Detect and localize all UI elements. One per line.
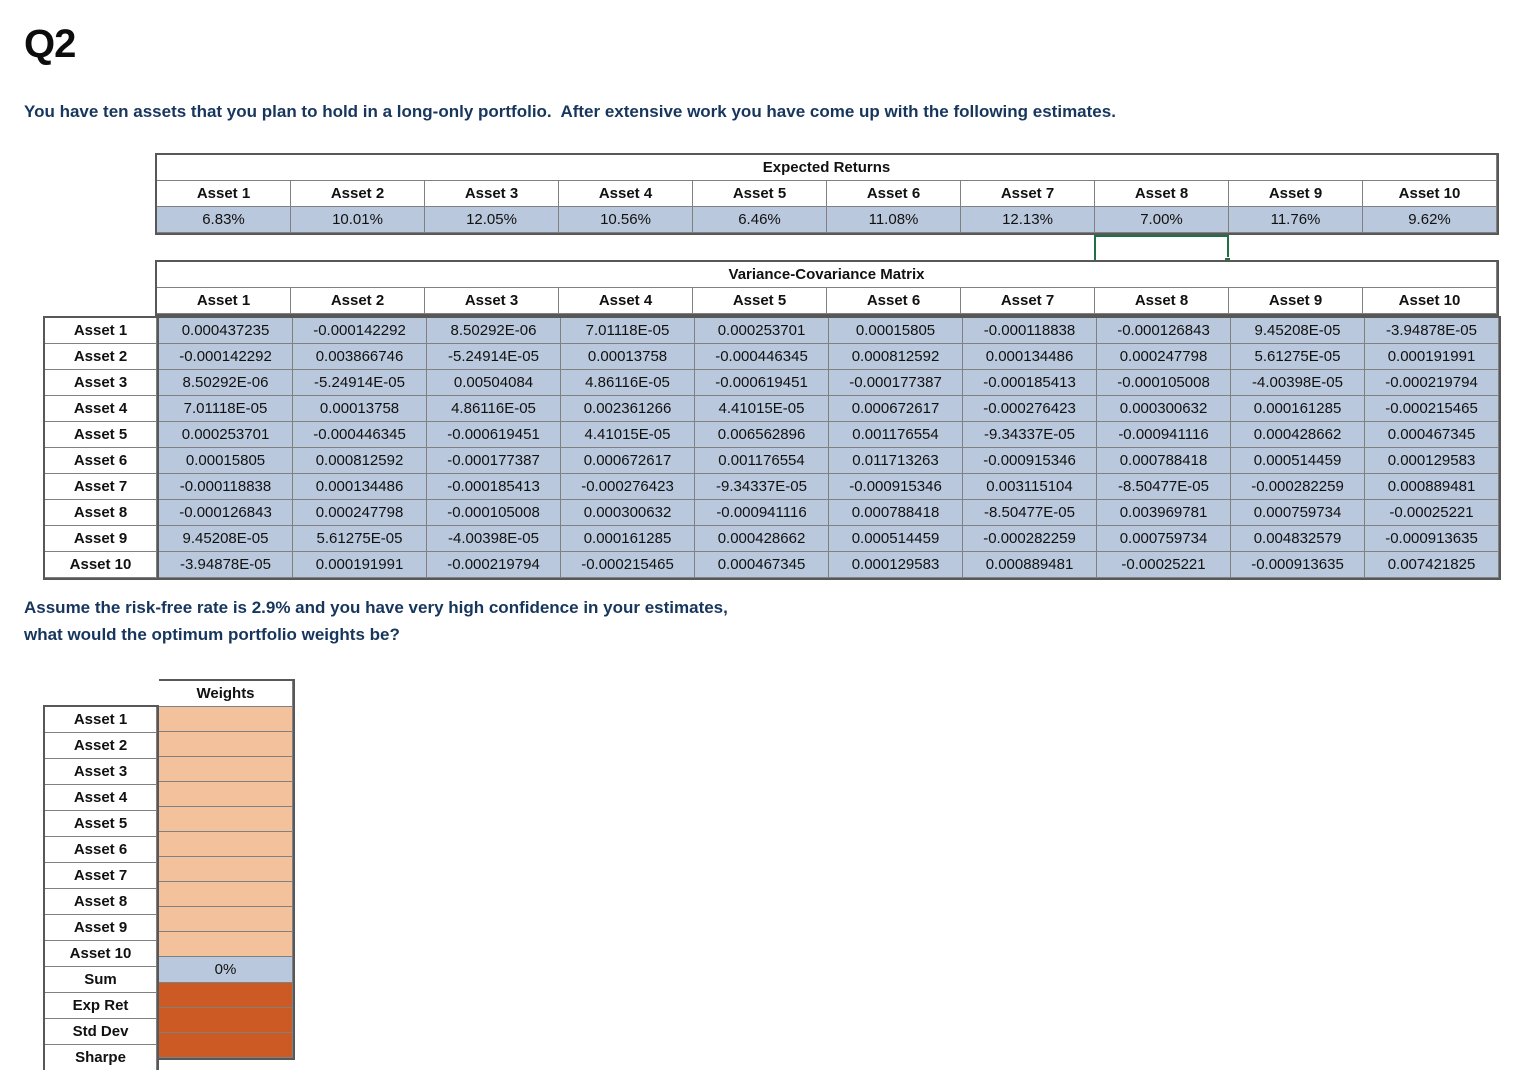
vc-cell-r7-c4[interactable]: -0.000276423 — [561, 474, 695, 500]
weight-input-asset-2[interactable] — [159, 732, 293, 757]
vc-cell-r2-c6[interactable]: 0.000812592 — [829, 344, 963, 370]
vc-cell-r5-c1[interactable]: 0.000253701 — [159, 422, 293, 448]
vc-cell-r6-c4[interactable]: 0.000672617 — [561, 448, 695, 474]
vc-cell-r4-c4[interactable]: 0.002361266 — [561, 396, 695, 422]
vc-cell-r1-c2[interactable]: -0.000142292 — [293, 318, 427, 344]
vc-cell-r4-c10[interactable]: -0.000215465 — [1365, 396, 1499, 422]
er-value-asset-9[interactable]: 11.76% — [1229, 207, 1363, 233]
vc-row-label-asset-5[interactable]: Asset 5 — [45, 422, 157, 448]
vc-cell-r9-c1[interactable]: 9.45208E-05 — [159, 526, 293, 552]
vc-cell-r10-c8[interactable]: -0.00025221 — [1097, 552, 1231, 578]
covariance-matrix-header — [155, 260, 1499, 316]
vc-cell-r5-c2[interactable]: -0.000446345 — [293, 422, 427, 448]
weights-label-sharpe[interactable]: Sharpe — [45, 1045, 157, 1070]
weights-label-asset-8[interactable]: Asset 8 — [45, 889, 157, 915]
covariance-matrix-block — [43, 260, 1501, 580]
vc-cell-r9-c2[interactable]: 5.61275E-05 — [293, 526, 427, 552]
vc-cell-r5-c4[interactable]: 4.41015E-05 — [561, 422, 695, 448]
vc-cell-r10-c9[interactable]: -0.000913635 — [1231, 552, 1365, 578]
vc-cell-r5-c6[interactable]: 0.001176554 — [829, 422, 963, 448]
vc-cell-r5-c10[interactable]: 0.000467345 — [1365, 422, 1499, 448]
vc-cell-r3-c6[interactable]: -0.000177387 — [829, 370, 963, 396]
vc-cell-r10-c6[interactable]: 0.000129583 — [829, 552, 963, 578]
vc-cell-r9-c10[interactable]: -0.000913635 — [1365, 526, 1499, 552]
vc-cell-r10-c5[interactable]: 0.000467345 — [695, 552, 829, 578]
weights-label-exp-ret[interactable]: Exp Ret — [45, 993, 157, 1019]
er-header-asset-2[interactable]: Asset 2 — [291, 181, 425, 207]
er-value-asset-4[interactable]: 10.56% — [559, 207, 693, 233]
vc-cell-r3-c10[interactable]: -0.000219794 — [1365, 370, 1499, 396]
vc-col-header-asset-1[interactable]: Asset 1 — [157, 288, 291, 314]
vc-cell-r2-c4[interactable]: 0.00013758 — [561, 344, 695, 370]
covariance-matrix-row-labels — [43, 316, 159, 580]
vc-cell-r10-c10[interactable]: 0.007421825 — [1365, 552, 1499, 578]
vc-row-label-asset-7[interactable]: Asset 7 — [45, 474, 157, 500]
active-cell-selection[interactable] — [1094, 235, 1229, 262]
vc-col-header-asset-6[interactable]: Asset 6 — [827, 288, 961, 314]
vc-row-label-asset-3[interactable]: Asset 3 — [45, 370, 157, 396]
vc-cell-r6-c10[interactable]: 0.000129583 — [1365, 448, 1499, 474]
vc-cell-r9-c3[interactable]: -4.00398E-05 — [427, 526, 561, 552]
vc-cell-r9-c6[interactable]: 0.000514459 — [829, 526, 963, 552]
weight-input-asset-3[interactable] — [159, 757, 293, 782]
vc-cell-r4-c6[interactable]: 0.000672617 — [829, 396, 963, 422]
vc-cell-r6-c2[interactable]: 0.000812592 — [293, 448, 427, 474]
er-value-asset-8[interactable]: 7.00% — [1095, 207, 1229, 233]
vc-cell-r3-c8[interactable]: -0.000105008 — [1097, 370, 1231, 396]
vc-col-header-asset-8[interactable]: Asset 8 — [1095, 288, 1229, 314]
vc-cell-r7-c10[interactable]: 0.000889481 — [1365, 474, 1499, 500]
covariance-title[interactable]: Variance-Covariance Matrix — [157, 262, 1497, 288]
vc-cell-r4-c2[interactable]: 0.00013758 — [293, 396, 427, 422]
weights-label-asset-2[interactable]: Asset 2 — [45, 733, 157, 759]
vc-col-header-asset-4[interactable]: Asset 4 — [559, 288, 693, 314]
vc-cell-r5-c3[interactable]: -0.000619451 — [427, 422, 561, 448]
weight-input-asset-9[interactable] — [159, 907, 293, 932]
expected-returns-table — [155, 153, 1499, 235]
weights-std-dev-value[interactable] — [159, 1008, 293, 1033]
vc-cell-r4-c9[interactable]: 0.000161285 — [1231, 396, 1365, 422]
expected-returns-title[interactable]: Expected Returns — [157, 155, 1497, 181]
vc-cell-r5-c9[interactable]: 0.000428662 — [1231, 422, 1365, 448]
weights-label-asset-9[interactable]: Asset 9 — [45, 915, 157, 941]
vc-cell-r2-c9[interactable]: 5.61275E-05 — [1231, 344, 1365, 370]
er-header-asset-10[interactable]: Asset 10 — [1363, 181, 1497, 207]
vc-col-header-asset-7[interactable]: Asset 7 — [961, 288, 1095, 314]
vc-cell-r9-c8[interactable]: 0.000759734 — [1097, 526, 1231, 552]
weights-sharpe-value[interactable] — [159, 1033, 293, 1058]
vc-cell-r5-c5[interactable]: 0.006562896 — [695, 422, 829, 448]
vc-cell-r6-c1[interactable]: 0.00015805 — [159, 448, 293, 474]
vc-cell-r8-c6[interactable]: 0.000788418 — [829, 500, 963, 526]
vc-cell-r3-c7[interactable]: -0.000185413 — [963, 370, 1097, 396]
weights-exp-ret-value[interactable] — [159, 983, 293, 1008]
vc-cell-r3-c4[interactable]: 4.86116E-05 — [561, 370, 695, 396]
vc-cell-r10-c1[interactable]: -3.94878E-05 — [159, 552, 293, 578]
er-value-asset-3[interactable]: 12.05% — [425, 207, 559, 233]
er-value-asset-6[interactable]: 11.08% — [827, 207, 961, 233]
vc-cell-r8-c9[interactable]: 0.000759734 — [1231, 500, 1365, 526]
weight-input-asset-6[interactable] — [159, 832, 293, 857]
vc-cell-r9-c5[interactable]: 0.000428662 — [695, 526, 829, 552]
er-header-asset-5[interactable]: Asset 5 — [693, 181, 827, 207]
vc-cell-r4-c3[interactable]: 4.86116E-05 — [427, 396, 561, 422]
vc-cell-r2-c10[interactable]: 0.000191991 — [1365, 344, 1499, 370]
weights-label-asset-5[interactable]: Asset 5 — [45, 811, 157, 837]
vc-cell-r7-c6[interactable]: -0.000915346 — [829, 474, 963, 500]
vc-cell-r10-c2[interactable]: 0.000191991 — [293, 552, 427, 578]
weight-input-asset-4[interactable] — [159, 782, 293, 807]
vc-col-header-asset-3[interactable]: Asset 3 — [425, 288, 559, 314]
vc-row-label-asset-4[interactable]: Asset 4 — [45, 396, 157, 422]
vc-col-header-asset-10[interactable]: Asset 10 — [1363, 288, 1497, 314]
vc-row-label-asset-8[interactable]: Asset 8 — [45, 500, 157, 526]
vc-cell-r6-c3[interactable]: -0.000177387 — [427, 448, 561, 474]
vc-cell-r7-c5[interactable]: -9.34337E-05 — [695, 474, 829, 500]
vc-cell-r2-c5[interactable]: -0.000446345 — [695, 344, 829, 370]
vc-cell-r6-c8[interactable]: 0.000788418 — [1097, 448, 1231, 474]
weights-block — [43, 679, 295, 1070]
er-header-asset-9[interactable]: Asset 9 — [1229, 181, 1363, 207]
weights-value-column — [159, 679, 295, 1060]
intro-paragraph: You have ten assets that you plan to hold in a long-only portfolio. After extensive work you have come up with the following estimates. — [24, 102, 1116, 121]
vc-col-header-asset-5[interactable]: Asset 5 — [693, 288, 827, 314]
vc-cell-r9-c9[interactable]: 0.004832579 — [1231, 526, 1365, 552]
vc-cell-r8-c10[interactable]: -0.00025221 — [1365, 500, 1499, 526]
vc-cell-r6-c7[interactable]: -0.000915346 — [963, 448, 1097, 474]
vc-cell-r3-c5[interactable]: -0.000619451 — [695, 370, 829, 396]
vc-cell-r7-c3[interactable]: -0.000185413 — [427, 474, 561, 500]
vc-row-label-asset-10[interactable]: Asset 10 — [45, 552, 157, 578]
vc-cell-r6-c9[interactable]: 0.000514459 — [1231, 448, 1365, 474]
er-header-asset-1[interactable]: Asset 1 — [157, 181, 291, 207]
vc-cell-r7-c7[interactable]: 0.003115104 — [963, 474, 1097, 500]
weight-input-asset-5[interactable] — [159, 807, 293, 832]
vc-col-header-asset-2[interactable]: Asset 2 — [291, 288, 425, 314]
weights-label-asset-3[interactable]: Asset 3 — [45, 759, 157, 785]
er-value-asset-10[interactable]: 9.62% — [1363, 207, 1497, 233]
vc-cell-r1-c8[interactable]: -0.000126843 — [1097, 318, 1231, 344]
question-line-1: Assume the risk-free rate is 2.9% and you have very high confidence in your estimates, — [24, 598, 728, 617]
vc-row-label-asset-1[interactable]: Asset 1 — [45, 318, 157, 344]
vc-cell-r6-c5[interactable]: 0.001176554 — [695, 448, 829, 474]
vc-cell-r4-c5[interactable]: 4.41015E-05 — [695, 396, 829, 422]
weights-sum-value[interactable]: 0% — [159, 957, 293, 983]
vc-cell-r4-c7[interactable]: -0.000276423 — [963, 396, 1097, 422]
vc-cell-r1-c5[interactable]: 0.000253701 — [695, 318, 829, 344]
weights-label-std-dev[interactable]: Std Dev — [45, 1019, 157, 1045]
vc-cell-r2-c8[interactable]: 0.000247798 — [1097, 344, 1231, 370]
vc-cell-r7-c9[interactable]: -0.000282259 — [1231, 474, 1365, 500]
vc-cell-r8-c1[interactable]: -0.000126843 — [159, 500, 293, 526]
weights-label-asset-4[interactable]: Asset 4 — [45, 785, 157, 811]
weights-label-asset-1[interactable]: Asset 1 — [45, 707, 157, 733]
er-header-asset-8[interactable]: Asset 8 — [1095, 181, 1229, 207]
vc-cell-r4-c1[interactable]: 7.01118E-05 — [159, 396, 293, 422]
vc-cell-r4-c8[interactable]: 0.000300632 — [1097, 396, 1231, 422]
vc-cell-r6-c6[interactable]: 0.011713263 — [829, 448, 963, 474]
weights-column-title[interactable]: Weights — [159, 681, 293, 707]
vc-cell-r5-c8[interactable]: -0.000941116 — [1097, 422, 1231, 448]
vc-cell-r1-c9[interactable]: 9.45208E-05 — [1231, 318, 1365, 344]
weights-label-asset-10[interactable]: Asset 10 — [45, 941, 157, 967]
vc-cell-r9-c4[interactable]: 0.000161285 — [561, 526, 695, 552]
vc-cell-r3-c1[interactable]: 8.50292E-06 — [159, 370, 293, 396]
vc-row-label-asset-9[interactable]: Asset 9 — [45, 526, 157, 552]
er-header-asset-7[interactable]: Asset 7 — [961, 181, 1095, 207]
weight-input-asset-10[interactable] — [159, 932, 293, 957]
vc-cell-r7-c2[interactable]: 0.000134486 — [293, 474, 427, 500]
question-line-2: what would the optimum portfolio weights be? — [24, 625, 400, 644]
vc-cell-r2-c3[interactable]: -5.24914E-05 — [427, 344, 561, 370]
vc-cell-r8-c8[interactable]: 0.003969781 — [1097, 500, 1231, 526]
vc-cell-r8-c4[interactable]: 0.000300632 — [561, 500, 695, 526]
vc-cell-r3-c9[interactable]: -4.00398E-05 — [1231, 370, 1365, 396]
covariance-matrix-data — [159, 316, 1501, 580]
weights-label-sum[interactable]: Sum — [45, 967, 157, 993]
vc-cell-r2-c1[interactable]: -0.000142292 — [159, 344, 293, 370]
weights-row-labels — [43, 705, 159, 1070]
er-value-asset-7[interactable]: 12.13% — [961, 207, 1095, 233]
vc-col-header-asset-9[interactable]: Asset 9 — [1229, 288, 1363, 314]
vc-cell-r1-c7[interactable]: -0.000118838 — [963, 318, 1097, 344]
er-header-asset-6[interactable]: Asset 6 — [827, 181, 961, 207]
vc-cell-r1-c6[interactable]: 0.00015805 — [829, 318, 963, 344]
vc-row-label-asset-6[interactable]: Asset 6 — [45, 448, 157, 474]
question-heading: Q2 — [24, 22, 76, 66]
er-value-asset-5[interactable]: 6.46% — [693, 207, 827, 233]
vc-cell-r8-c3[interactable]: -0.000105008 — [427, 500, 561, 526]
vc-cell-r3-c2[interactable]: -5.24914E-05 — [293, 370, 427, 396]
vc-cell-r7-c8[interactable]: -8.50477E-05 — [1097, 474, 1231, 500]
vc-cell-r10-c4[interactable]: -0.000215465 — [561, 552, 695, 578]
vc-cell-r3-c3[interactable]: 0.00504084 — [427, 370, 561, 396]
weight-input-asset-1[interactable] — [159, 707, 293, 732]
er-value-asset-1[interactable]: 6.83% — [157, 207, 291, 233]
er-header-asset-3[interactable]: Asset 3 — [425, 181, 559, 207]
weights-label-asset-7[interactable]: Asset 7 — [45, 863, 157, 889]
er-header-asset-4[interactable]: Asset 4 — [559, 181, 693, 207]
er-value-asset-2[interactable]: 10.01% — [291, 207, 425, 233]
vc-cell-r8-c2[interactable]: 0.000247798 — [293, 500, 427, 526]
weight-input-asset-8[interactable] — [159, 882, 293, 907]
vc-cell-r9-c7[interactable]: -0.000282259 — [963, 526, 1097, 552]
vc-cell-r1-c10[interactable]: -3.94878E-05 — [1365, 318, 1499, 344]
vc-cell-r1-c4[interactable]: 7.01118E-05 — [561, 318, 695, 344]
vc-cell-r2-c2[interactable]: 0.003866746 — [293, 344, 427, 370]
vc-cell-r8-c7[interactable]: -8.50477E-05 — [963, 500, 1097, 526]
vc-cell-r2-c7[interactable]: 0.000134486 — [963, 344, 1097, 370]
vc-cell-r5-c7[interactable]: -9.34337E-05 — [963, 422, 1097, 448]
weight-input-asset-7[interactable] — [159, 857, 293, 882]
weights-label-asset-6[interactable]: Asset 6 — [45, 837, 157, 863]
question-paragraph — [24, 594, 728, 648]
vc-cell-r1-c1[interactable]: 0.000437235 — [159, 318, 293, 344]
vc-cell-r8-c5[interactable]: -0.000941116 — [695, 500, 829, 526]
vc-cell-r7-c1[interactable]: -0.000118838 — [159, 474, 293, 500]
vc-cell-r10-c3[interactable]: -0.000219794 — [427, 552, 561, 578]
vc-cell-r1-c3[interactable]: 8.50292E-06 — [427, 318, 561, 344]
vc-row-label-asset-2[interactable]: Asset 2 — [45, 344, 157, 370]
vc-cell-r10-c7[interactable]: 0.000889481 — [963, 552, 1097, 578]
